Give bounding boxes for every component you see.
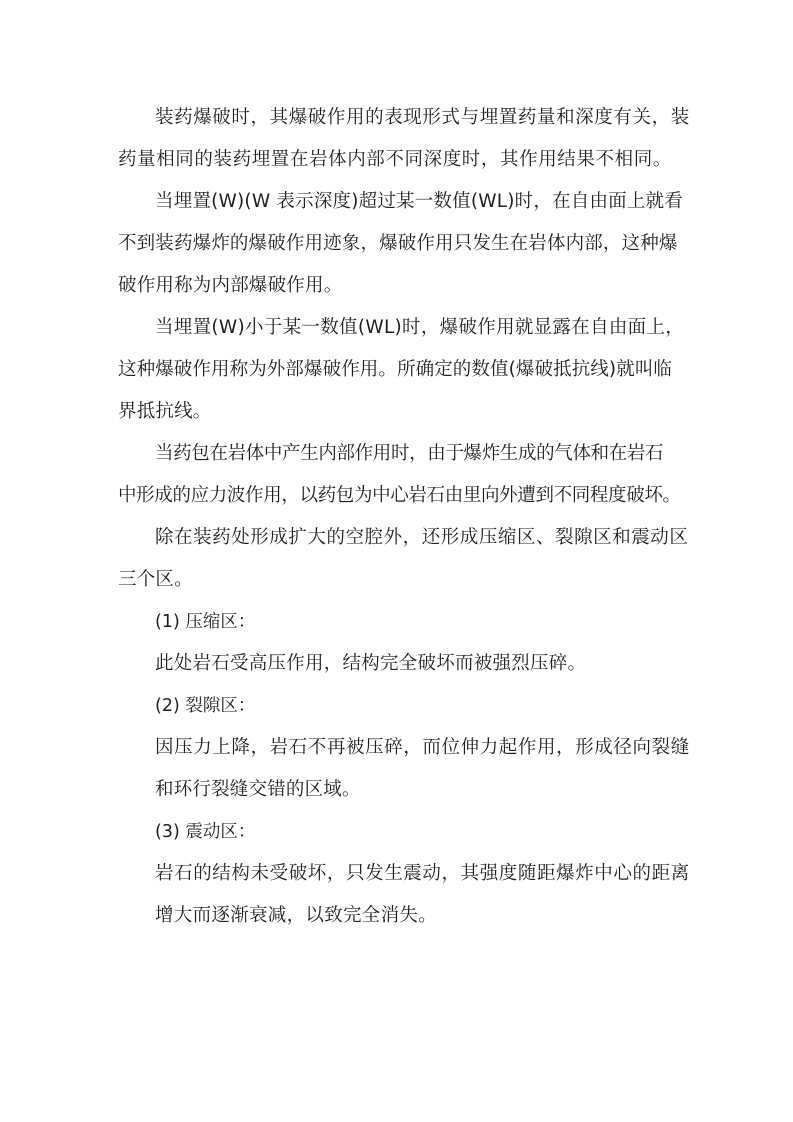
paragraph-5-line-2: 三个区。 <box>118 569 193 590</box>
paragraph-4-line-2: 中形成的应力波作用，以药包为中心岩石由里向外遭到不同程度破坏。 <box>118 485 681 506</box>
zone-1-description: 此处岩石受高压作用，结构完全破坏而被强烈压碎。 <box>155 653 587 674</box>
zone-3-description-line-1: 岩石的结构未受破坏，只发生震动，其强度随距爆炸中心的距离 <box>155 863 690 884</box>
zone-3-description-line-2: 增大而逐渐衰减，以致完全消失。 <box>155 905 438 926</box>
zone-2-description-line-1: 因压力上降，岩石不再被压碎，而位伸力起作用，形成径向裂缝 <box>155 737 690 758</box>
paragraph-5-line-1: 除在装药处形成扩大的空腔外，还形成压缩区、裂隙区和震动区 <box>155 527 689 548</box>
paragraph-2-line-1: 当埋置(W)(W 表示深度)超过某一数值(WL)时，在自由面上就看 <box>155 191 683 212</box>
zone-3-heading: (3) 震动区： <box>155 822 256 842</box>
zone-2-heading: (2) 裂隙区： <box>155 696 256 716</box>
paragraph-1-line-1: 装药爆破时，其爆破作用的表现形式与埋置药量和深度有关，装 <box>155 107 690 128</box>
paragraph-3-line-1: 当埋置(W)小于某一数值(WL)时，爆破作用就显露在自由面上， <box>155 317 685 338</box>
paragraph-3-line-2: 这种爆破作用称为外部爆破作用。所确定的数值(爆破抵抗线)就叫临 <box>118 359 673 380</box>
paragraph-2-line-3: 破作用称为内部爆破作用。 <box>118 275 343 296</box>
paragraph-1-line-2: 药量相同的装药埋置在岩体内部不同深度时，其作用结果不相同。 <box>118 149 672 170</box>
paragraph-3-line-3: 界抵抗线。 <box>118 401 212 422</box>
zone-2-description-line-2: 和环行裂缝交错的区域。 <box>155 779 361 800</box>
paragraph-4-line-1: 当药包在岩体中产生内部作用时，由于爆炸生成的气体和在岩石 <box>155 443 664 464</box>
paragraph-2-line-2: 不到装药爆炸的爆破作用迹象，爆破作用只发生在岩体内部，这种爆 <box>118 233 678 254</box>
zone-1-heading: (1) 压缩区： <box>155 612 256 632</box>
